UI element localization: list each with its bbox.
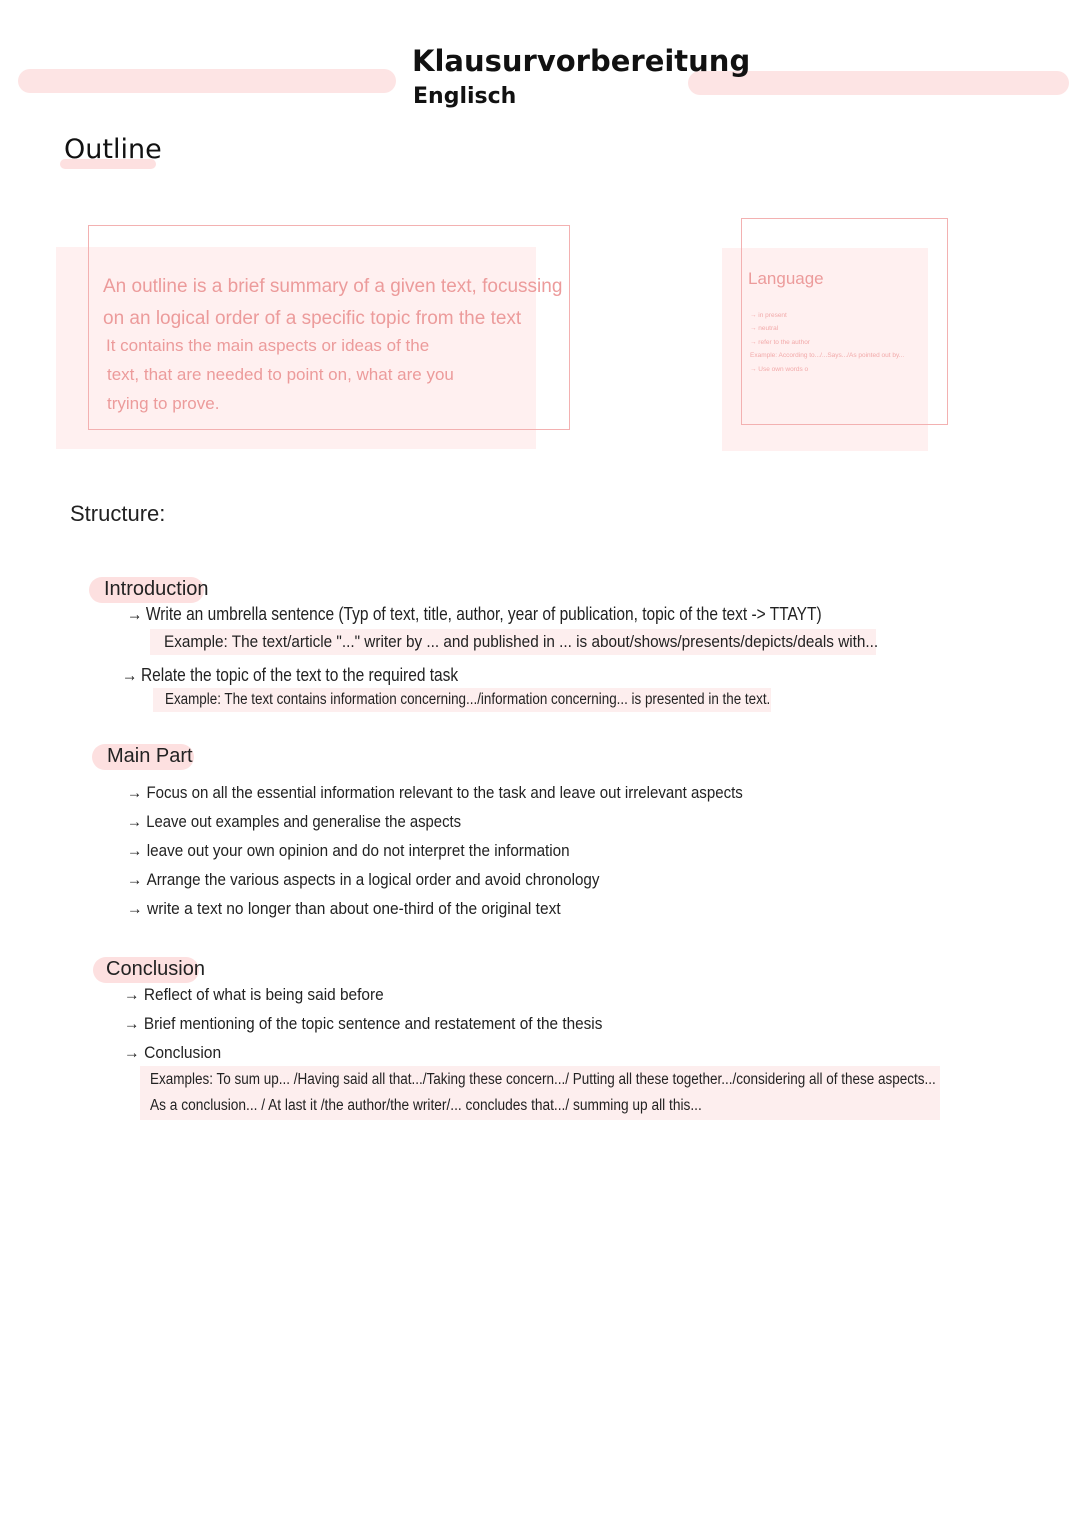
arrow-icon: → <box>124 1014 140 1033</box>
main-part-label: Main Part <box>107 745 193 767</box>
arrow-icon: → <box>127 783 143 802</box>
page-title: Klausurvorbereitung <box>412 44 751 78</box>
arrow-icon: → <box>127 899 143 918</box>
conclusion-example-2: As a conclusion... / At last it /the author/the writer/... concludes that.../ summing up all this... <box>150 1097 702 1114</box>
main-part-point-2: → Leave out examples and generalise the aspects <box>127 812 462 831</box>
language-item-5: → Use own words o <box>750 366 809 373</box>
arrow-icon: → <box>127 812 142 831</box>
introduction-example-1: Example: The text/article "..." writer by ... and published in ... is about/shows/presents/depicts/deals with... <box>164 632 879 651</box>
conclusion-point-1: → Reflect of what is being said before <box>124 985 384 1004</box>
conclusion-point-2: → Brief mentioning of the topic sentence and restatement of the thesis <box>124 1014 603 1033</box>
introduction-point-2: → Relate the topic of the text to the required task <box>122 665 459 685</box>
introduction-example-2: Example: The text contains information concerning.../information concerning... is presented in the text. <box>165 691 771 708</box>
definition-line-3: It contains the main aspects or ideas of the <box>106 336 430 355</box>
outline-heading: Outline <box>64 134 162 165</box>
arrow-icon: → <box>124 985 140 1004</box>
language-title: Language <box>748 269 824 288</box>
definition-line-1: An outline is a brief summary of a given text, focussing <box>103 276 563 297</box>
main-part-point-4: → Arrange the various aspects in a logical order and avoid chronology <box>127 870 600 889</box>
introduction-label: Introduction <box>104 578 209 600</box>
language-item-2: → neutral <box>750 325 779 332</box>
header-left-bar <box>18 69 396 93</box>
language-box <box>741 218 948 425</box>
structure-heading: Structure: <box>70 501 166 526</box>
arrow-icon: → <box>127 870 143 889</box>
main-part-point-1: → Focus on all the essential information relevant to the task and leave out irrelevant aspects <box>127 783 743 802</box>
definition-line-5: trying to prove. <box>107 394 220 413</box>
conclusion-label: Conclusion <box>106 958 205 980</box>
main-part-point-5: → write a text no longer than about one-third of the original text <box>127 899 561 918</box>
arrow-icon: → <box>127 841 143 860</box>
introduction-point-1: → Write an umbrella sentence (Typ of text, title, author, year of publication, topic of the text -> TTAYT) <box>127 604 822 624</box>
page-subtitle: Englisch <box>413 84 517 109</box>
main-part-point-3: → leave out your own opinion and do not interpret the information <box>127 841 570 860</box>
definition-line-2: on an logical order of a specific topic from the text <box>103 308 522 329</box>
language-item-4: Example: According to.../...Says.../As pointed out by... <box>750 352 905 359</box>
conclusion-example-1: Examples: To sum up... /Having said all that.../Taking these concern.../ Putting all these together.../considering all of these aspects... <box>150 1071 936 1088</box>
definition-line-4: text, that are needed to point on, what are you <box>107 365 454 384</box>
arrow-icon: → <box>127 604 143 624</box>
arrow-icon: → <box>124 1043 140 1062</box>
conclusion-point-3: → Conclusion <box>124 1043 222 1062</box>
language-item-3: → refer to the author <box>750 339 810 346</box>
arrow-icon: → <box>122 665 138 685</box>
language-item-1: → in present <box>750 312 787 319</box>
